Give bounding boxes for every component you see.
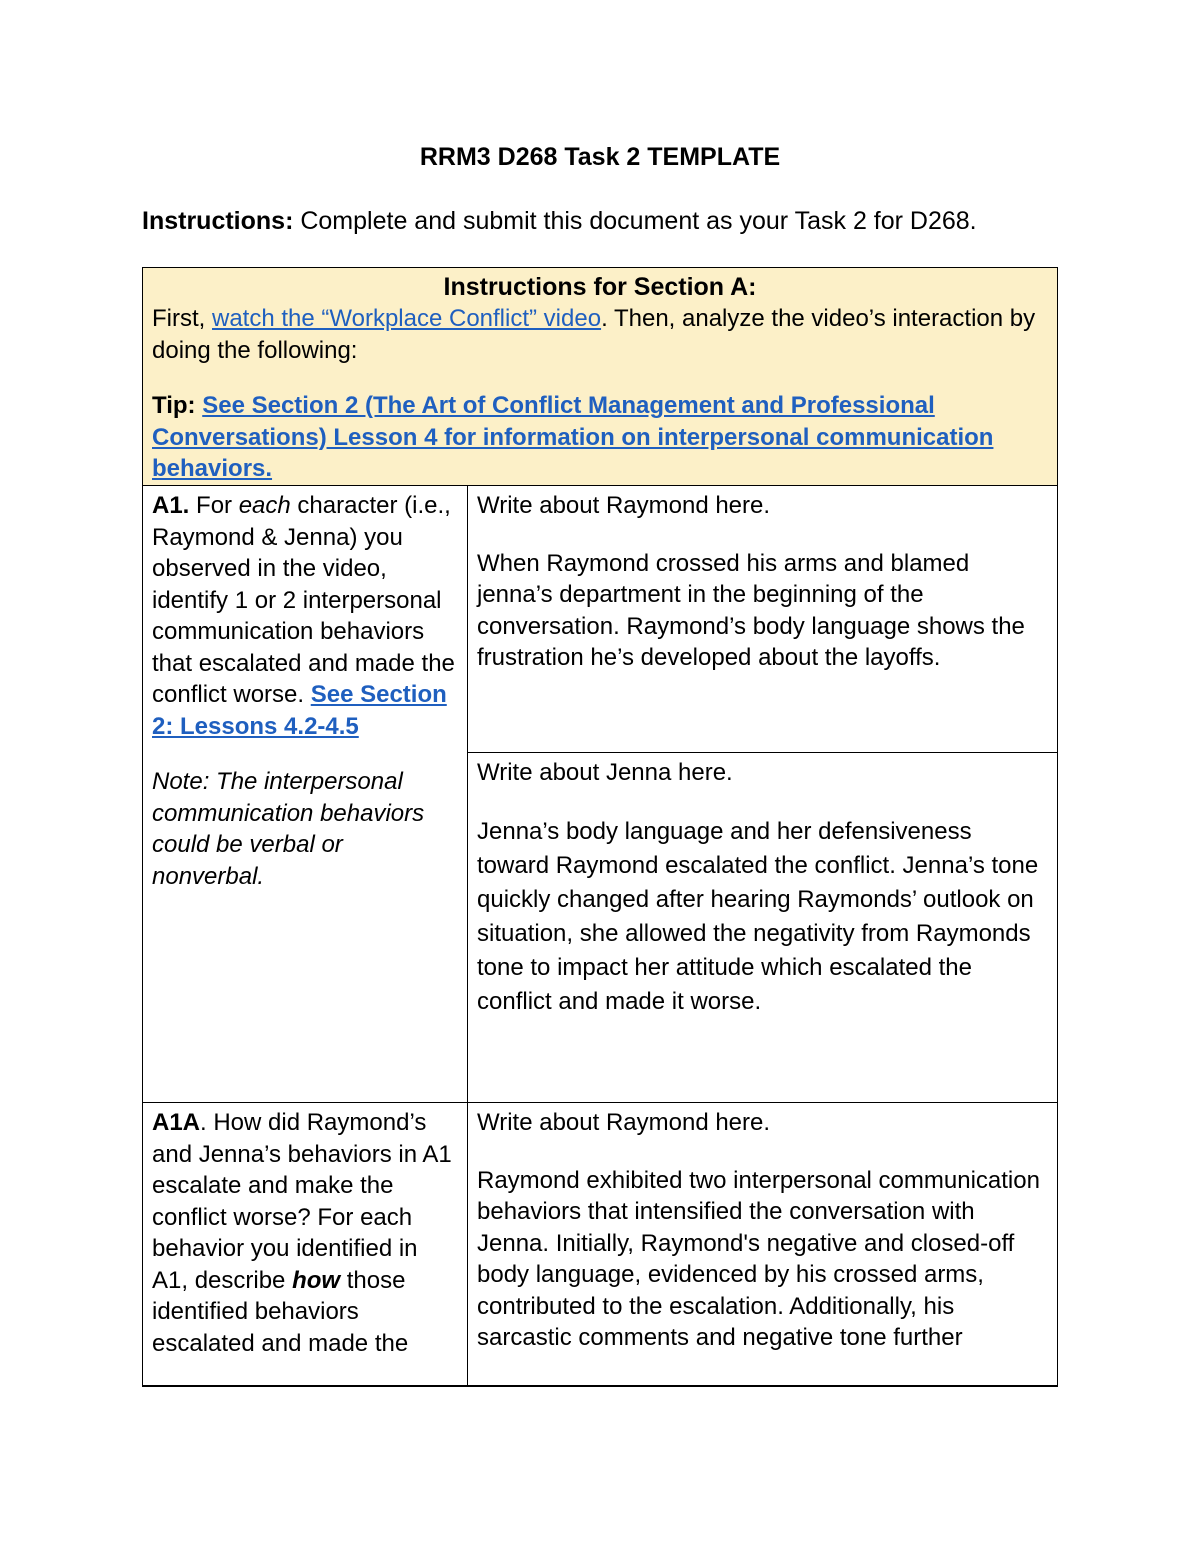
spacer: [152, 742, 458, 766]
a1-note: [152, 766, 458, 892]
a1-raymond-heading: Write about Raymond here.: [477, 492, 771, 519]
intro-after-link: . Then, analyze the video’s interaction by doing the following:: [152, 305, 1036, 364]
a1-jenna-cell: [468, 753, 1058, 1103]
a1a-prompt-text-2: those identified behaviors escalated and made the: [152, 1266, 409, 1357]
a1-raymond-answer[interactable]: When Raymond crossed his arms and blamed jenna’s department in the beginning of the conversation. Raymond’s body language shows the frustration he’s developed about the layoffs.: [477, 549, 1025, 671]
lessons-4-2-4-5-link[interactable]: See Section 2: Lessons 4.2-4.5: [152, 681, 447, 740]
a1a-raymond-cell: [468, 1103, 1058, 1387]
a1-jenna-heading: Write about Jenna here.: [477, 759, 733, 786]
section-2-lesson-4-link[interactable]: See Section 2 (The Art of Conflict Management and Professional Conversations) Lesson 4 for information on interpersonal communication behaviors.: [152, 392, 994, 482]
tip-label: Tip:: [152, 392, 196, 419]
a1-prompt-text-2: character (i.e., Raymond & Jenna) you observed in the video, identify 1 or 2 interpersonal communication behaviors that escalated and made the conflict worse.: [152, 492, 455, 708]
instructions-label: Instructions:: [142, 207, 294, 235]
a1-jenna-answer[interactable]: Jenna’s body language and her defensiveness toward Raymond escalated the conflict. Jenna’s tone quickly changed after hearing Raymonds’ outlook on situation, she allowed the negativity from Raymonds tone to impact her attitude which escalated the conflict and made it worse.: [477, 817, 1039, 1015]
a1a-raymond-heading: Write about Raymond here.: [477, 1109, 771, 1136]
spacer: [477, 789, 1048, 815]
a1a-prompt: [152, 1107, 458, 1359]
instructions-paragraph: [142, 205, 1022, 237]
a1-raymond-cell: [468, 486, 1058, 753]
a1a-prompt-text: . How did Raymond’s and Jenna’s behaviors in A1 escalate and make the conflict worse? For each behavior you identified in A1, describe: [152, 1109, 452, 1294]
instructions-text: Complete and submit this document as your Task 2 for D268.: [293, 207, 977, 235]
a1a-prompt-emphasis: how: [292, 1266, 341, 1294]
section-a-tip: [152, 390, 1048, 485]
a1-prompt-emphasis: each: [238, 492, 291, 519]
section-a-header: Instructions for Section A:: [443, 273, 757, 301]
a1-prompt: [152, 490, 458, 742]
spacer: [477, 1139, 1048, 1165]
section-a-instructions-cell: [143, 268, 1058, 486]
a1-note-text: Note: The interpersonal communication behaviors could be verbal or nonverbal.: [152, 768, 425, 890]
a1-prompt-text: For: [189, 492, 239, 519]
a1a-label: A1A: [152, 1109, 201, 1136]
section-a-header-row: [143, 268, 1058, 486]
document-title: RRM3 D268 Task 2 TEMPLATE: [419, 143, 781, 171]
a1-label: A1.: [152, 492, 190, 519]
workplace-conflict-video-link[interactable]: watch the “Workplace Conflict” video: [212, 305, 602, 332]
a1a-raymond-row: [143, 1103, 1058, 1387]
task-table: [142, 267, 1058, 1387]
a1a-prompt-cell: [143, 1103, 468, 1387]
a1-raymond-row: [143, 486, 1058, 753]
spacer: [477, 522, 1048, 548]
section-a-intro: [152, 303, 1048, 366]
a1-prompt-cell: [143, 486, 468, 1103]
a1a-raymond-answer[interactable]: Raymond exhibited two interpersonal communication behaviors that intensified the conversation with Jenna. Initially, Raymond's negative and closed-off body language, evidenced by his crossed arms, contributed to the escalation. Additionally, his sarcastic comments and negative tone further: [477, 1166, 1040, 1351]
intro-before-link: First,: [152, 305, 212, 332]
spacer: [152, 366, 1048, 390]
